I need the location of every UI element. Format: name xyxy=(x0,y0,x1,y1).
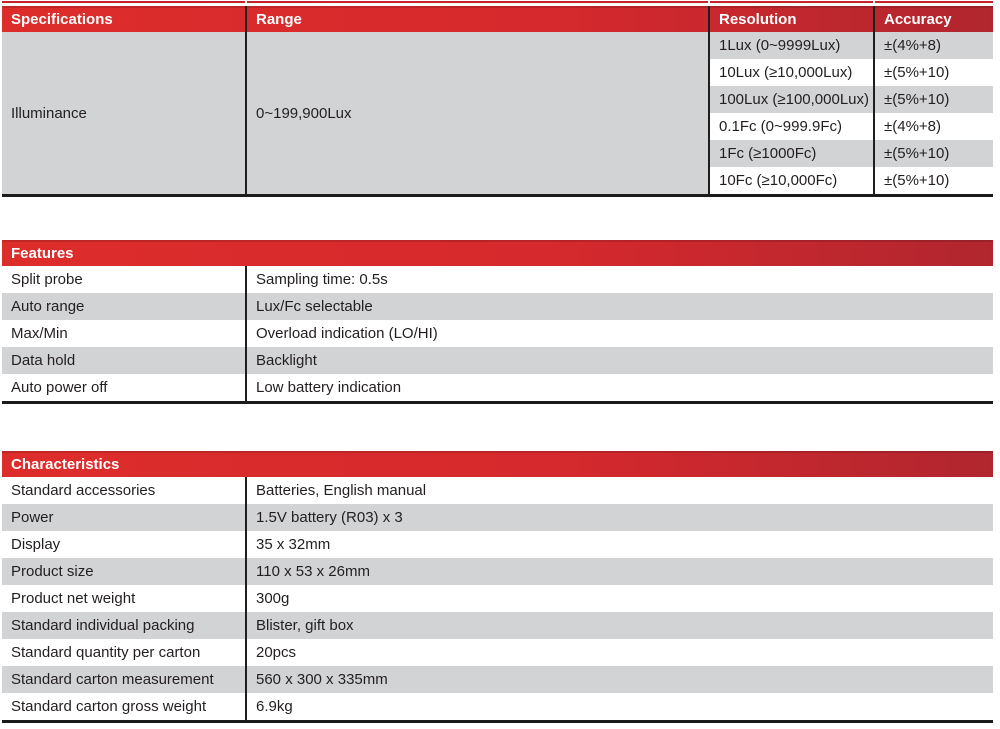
feature-value-cell: Overload indication (LO/HI) xyxy=(247,320,993,347)
resolution-cell: 100Lux (≥100,000Lux) xyxy=(710,86,875,113)
characteristic-name-cell: Standard accessories xyxy=(2,477,247,504)
characteristic-name-cell: Standard carton measurement xyxy=(2,666,247,693)
accuracy-cell: ±(4%+8) xyxy=(875,32,993,59)
characteristic-name-cell: Standard carton gross weight xyxy=(2,693,247,720)
feature-name-cell: Max/Min xyxy=(2,320,247,347)
characteristic-name-cell: Product net weight xyxy=(2,585,247,612)
characteristic-value-cell: 1.5V battery (R03) x 3 xyxy=(247,504,993,531)
header-specifications: Specifications xyxy=(2,6,247,32)
characteristic-name-cell: Power xyxy=(2,504,247,531)
feature-value-cell: Sampling time: 0.5s xyxy=(247,266,993,293)
resolution-cell: 1Lux (0~9999Lux) xyxy=(710,32,875,59)
features-header: Features xyxy=(2,240,993,266)
characteristic-value-cell: Batteries, English manual xyxy=(247,477,993,504)
accuracy-cell: ±(5%+10) xyxy=(875,59,993,86)
resolution-cell: 0.1Fc (0~999.9Fc) xyxy=(710,113,875,140)
characteristic-name-cell: Standard individual packing xyxy=(2,612,247,639)
resolution-cell: 1Fc (≥1000Fc) xyxy=(710,140,875,167)
characteristics-table xyxy=(2,451,993,723)
characteristic-value-cell: Blister, gift box xyxy=(247,612,993,639)
resolution-cell: 10Lux (≥10,000Lux) xyxy=(710,59,875,86)
characteristic-value-cell: 6.9kg xyxy=(247,693,993,720)
accuracy-cell: ±(4%+8) xyxy=(875,113,993,140)
range-value-cell: 0~199,900Lux xyxy=(247,32,710,194)
accuracy-cell: ±(5%+10) xyxy=(875,86,993,113)
feature-name-cell: Auto range xyxy=(2,293,247,320)
characteristics-header: Characteristics xyxy=(2,451,993,477)
characteristic-name-cell: Standard quantity per carton xyxy=(2,639,247,666)
feature-name-cell: Auto power off xyxy=(2,374,247,401)
characteristic-name-cell: Product size xyxy=(2,558,247,585)
resolution-cell: 10Fc (≥10,000Fc) xyxy=(710,167,875,194)
characteristic-value-cell: 560 x 300 x 335mm xyxy=(247,666,993,693)
header-accuracy: Accuracy xyxy=(875,6,993,32)
characteristic-value-cell: 20pcs xyxy=(247,639,993,666)
feature-value-cell: Backlight xyxy=(247,347,993,374)
features-table xyxy=(2,240,993,404)
spec-sheet xyxy=(2,0,993,723)
illuminance-cell: Illuminance xyxy=(2,32,247,194)
feature-name-cell: Data hold xyxy=(2,347,247,374)
characteristic-value-cell: 110 x 53 x 26mm xyxy=(247,558,993,585)
characteristic-value-cell: 35 x 32mm xyxy=(247,531,993,558)
feature-value-cell: Lux/Fc selectable xyxy=(247,293,993,320)
header-range: Range xyxy=(247,6,710,32)
accuracy-cell: ±(5%+10) xyxy=(875,167,993,194)
feature-value-cell: Low battery indication xyxy=(247,374,993,401)
characteristic-value-cell: 300g xyxy=(247,585,993,612)
accuracy-cell: ±(5%+10) xyxy=(875,140,993,167)
specifications-table xyxy=(2,0,993,197)
characteristic-name-cell: Display xyxy=(2,531,247,558)
feature-name-cell: Split probe xyxy=(2,266,247,293)
header-resolution: Resolution xyxy=(710,6,875,32)
